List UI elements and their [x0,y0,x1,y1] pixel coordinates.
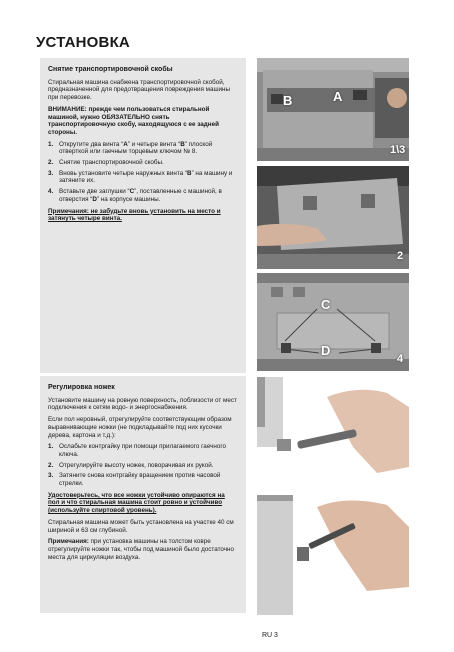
label-b: B [283,93,293,108]
photo-remove-screws [257,58,409,161]
note-paragraph: Примечания: при установка машины на толстом ковре отрегулируйте ножки так, чтобы под машиной было достаточно места для циркуляции воздуха. [48,538,235,561]
label-a: A [333,89,343,104]
photo-bracket-removal [257,166,409,269]
step-2: 2. Снятие транспортировочной скобы. [48,159,164,167]
stability-paragraph: Удостоверьтесь, что все ножки устойчиво опираются на пол и что стиральная машина стоит ровно и устойчиво (используйте спиртовой уровень). [48,491,225,515]
photo-number: 1\3 [390,144,406,156]
label-c: C [321,297,331,312]
transport-bracket-section [40,58,246,373]
step-4: 4. Вставьте две заглушки “C”, поставленные с машиной, в отверстия “D” на корпусе машины. [48,188,222,203]
photo-number: 2 [397,250,404,262]
section-heading: Регулировка ножек [48,384,115,391]
step-3: 3. Вновь установите четыре наружных винта “B” на машину и затяните их. [48,169,233,185]
page-title: УСТАНОВКА [36,34,130,51]
photo-number: 4 [397,353,404,365]
paragraph-2: Если пол неровный, отрегулируйте соответствующим образом выравнивающие ножки (не подкладывайте под них кусочки дерева, картона и т.д.): [48,416,232,439]
paragraph-3: Стиральная машина может быть установлена на участке 40 см шириной и 63 см глубиной. [48,518,234,534]
step-1: 1. Ослабьте контргайку при помощи прилагаемого гаечного ключа. [48,443,227,458]
section-heading: Снятие транспортировочной скобы [48,66,173,73]
photo-feet-adjustment [257,377,409,615]
note-paragraph: Примечания: не забудьте вновь установить на место и затянуть четыре винта. [48,207,221,223]
feet-adjustment-section [40,376,246,613]
intro-paragraph: Стиральная машина снабжена транспортировочной скобой, предназначенной для предотвращения повреждения машины при перевозке. [48,78,231,102]
step-1: 1. Открутите два винта “A” и четыре винта “B” плоской отверткой или гаечным торцевым ключом № 8. [48,140,213,156]
photo-plugs-insert [257,273,409,371]
warning-paragraph: ВНИМАНИЕ: прежде чем пользоваться стиральной машиной, нужно ОБЯЗАТЕЛЬНО снять транспортировочную скобу, находящуюся с ее задней стороны. [48,105,219,136]
paragraph-1: Установите машину на ровную поверхность, поблизости от мест подключения к сетям водо- и энергоснабжения. [48,396,237,412]
step-2: 2. Отрегулируйте высоту ножек, поворачивая их рукой. [48,461,214,469]
page-footer: RU 3 [262,632,278,639]
step-3: 3. Затяните снова контргайку вращением против часовой стрелки. [48,472,221,488]
label-d: D [321,343,331,358]
